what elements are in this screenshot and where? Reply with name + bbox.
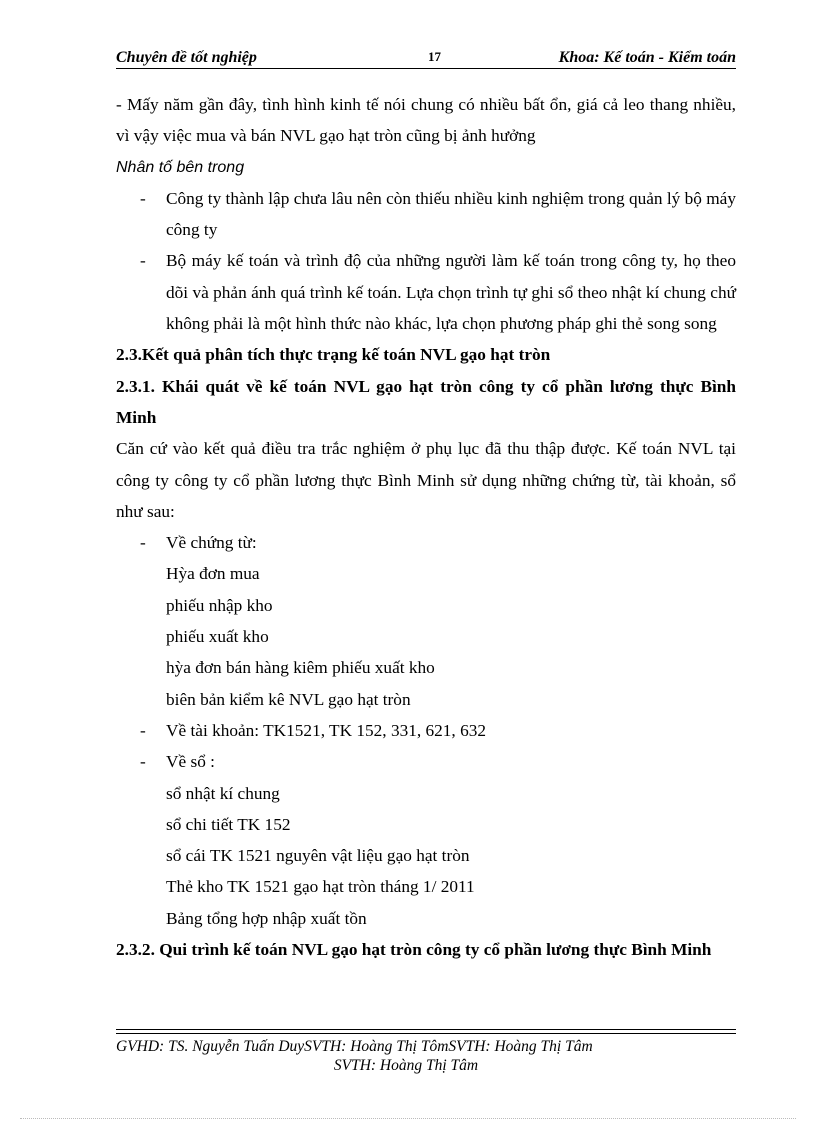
voucher-item: hỳa đơn bán hàng kiêm phiếu xuất kho [166, 658, 435, 678]
page-footer [116, 1037, 736, 1075]
heading-2-3-1: 2.3.1. Khái quát về kế toán NVL gạo hạt tròn công ty cổ phần lương thực Bình Minh [116, 376, 736, 427]
heading-2-3: 2.3.Kết quả phân tích thực trạng kế toán NVL gạo hạt tròn [116, 345, 551, 365]
header-faculty: Khoa: Kế toán - Kiểm toán [558, 49, 736, 66]
bullet-dash: - [140, 188, 146, 208]
bullet-dash: - [140, 251, 146, 271]
books-label: Về sổ : [166, 752, 215, 772]
page-header [116, 47, 736, 69]
internal-factor-title: Nhân tố bên trong [116, 158, 245, 176]
accounts-label: Về tài khoản: TK1521, TK 152, 331, 621, 632 [166, 720, 486, 740]
header-rule [116, 68, 736, 69]
bullet-dash: - [140, 720, 146, 740]
footer-rule-bottom [116, 1033, 736, 1034]
header-page-number: 17 [428, 49, 441, 64]
internal-bullet-1 [116, 183, 736, 246]
book-item: sổ chi tiết TK 152 [166, 814, 291, 834]
paragraph-2-3-1: Căn cứ vào kết quả điều tra trắc nghiệm ở phụ lục đã thu thập được. Kế toán NVL tại công ty công ty cổ phần lương thực Bình Minh sử dụng những chứng từ, tài khoản, sổ như sau: [116, 439, 736, 521]
book-item: Bảng tổng hợp nhập xuất tồn [166, 908, 367, 928]
vouchers-label: Về chứng từ: [166, 533, 257, 553]
internal-bullet-2 [116, 245, 736, 339]
header-thesis-title: Chuyên đề tốt nghiệp [116, 49, 257, 66]
bullet-dash: - [140, 752, 146, 772]
footer-rule-top [116, 1029, 736, 1030]
bullet-dash: - [140, 533, 146, 553]
book-item: sổ nhật kí chung [166, 783, 280, 803]
voucher-item: Hỳa đơn mua [166, 564, 260, 584]
footer-line-2: SVTH: Hoàng Thị Tâm [333, 1057, 479, 1074]
page-body [116, 89, 736, 965]
voucher-item: biên bản kiểm kê NVL gạo hạt tròn [166, 689, 411, 709]
accounts-bullet [116, 715, 736, 746]
internal-bullet-2-text: Bộ máy kế toán và trình độ của những người làm kế toán trong công ty, họ theo dõi và phản ánh quá trình kế toán. Lựa chọn trình tự ghi sổ theo nhật kí chung chứ không phải là một hình thức nào khác, lựa chọn phương pháp ghi thẻ song song [166, 251, 736, 334]
book-item: Thẻ kho TK 1521 gạo hạt tròn tháng 1/ 2011 [166, 877, 475, 897]
voucher-item: phiếu nhập kho [166, 595, 273, 615]
books-bullet [116, 746, 736, 777]
page-edge-dotted-line [20, 1118, 796, 1119]
footer-line-1: GVHD: TS. Nguyễn Tuấn DuySVTH: Hoàng Thị TômSVTH: Hoàng Thị Tâm [116, 1038, 593, 1055]
voucher-item: phiếu xuất kho [166, 627, 269, 647]
intro-paragraph: - Mấy năm gần đây, tình hình kinh tế nói chung có nhiều bất ổn, giá cả leo thang nhiều, vì vậy việc mua và bán NVL gạo hạt tròn cũng bị ảnh hưởng [116, 95, 736, 146]
book-item: sổ cái TK 1521 nguyên vật liệu gạo hạt tròn [166, 846, 470, 866]
vouchers-bullet [116, 527, 736, 558]
internal-bullet-1-text: Công ty thành lập chưa lâu nên còn thiếu nhiều kinh nghiệm trong quản lý bộ máy công ty [166, 188, 736, 240]
heading-2-3-2: 2.3.2. Qui trình kế toán NVL gạo hạt tròn công ty cổ phần lương thực Bình Minh [116, 940, 712, 960]
